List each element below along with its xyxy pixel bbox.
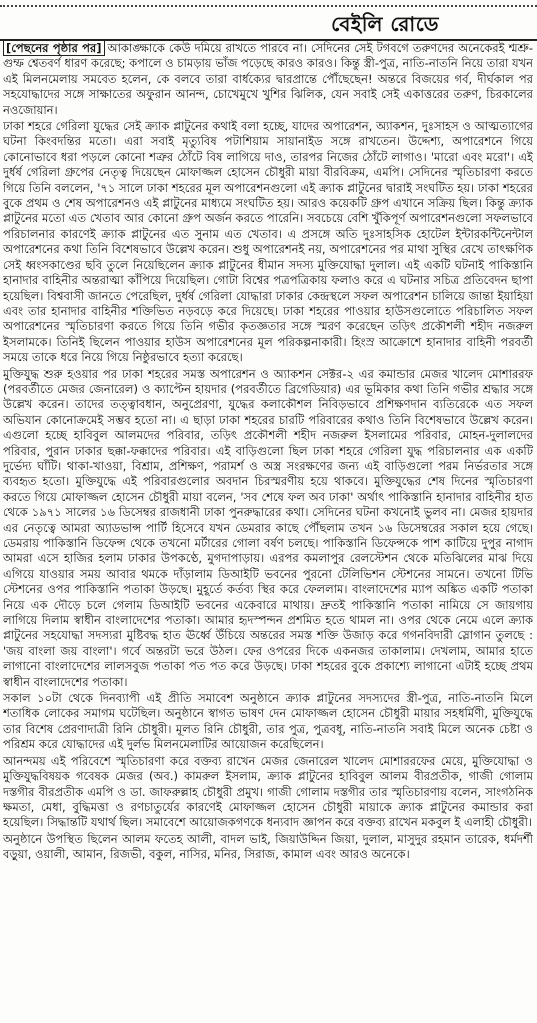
article-paragraph (3, 41, 533, 118)
headline: বেইলি রোডে (331, 12, 439, 36)
article-paragraph: অনুষ্ঠানে উপস্থিত ছিলেন আলম ফতেহ আলী, বাদল ভাই, জিয়াউদ্দিন জিয়া, দুলাল, মাসুদুর রহমান তারেক, ধর্মদর্শী বড়ুয়া, ওয়ালী, আমান, রিজভী, বকুল, নাসির, মনির, সিরাজ, কামাল এবং আরও অনেকে। (3, 831, 533, 862)
paragraph-text: আকাঙ্ক্ষাকে কেউ দমিয়ে রাখতে পারবে না। সেদিনের সেই টগবগে তরুণদের অনেকেরই শ্মশ্রু-গুম্ফ শ্বেতবর্ণ ধারণ করেছে; কপালে ও চামড়ায় ভাঁজ পড়েছে কারও কারও। কিন্তু স্ত্রী-পুত্র, নাতি-নাতনি নিয়ে তারা যখন এই মিলনমেলায় সমবেত হলেন, কে বলবে তারা বার্ধক্যের দ্বারপ্রান্তে পৌঁছেছেন! অন্তরে বিজয়ের গর্ব, দীর্ঘকাল পর সহযোদ্ধাদের সঙ্গে সাক্ষাতের অফুরান আনন্দ, চোখেমুখে খুশির ঝিলিক, যেন সবাই সেই একাত্তরের তরুণ, চিরকালের নওজোয়ান। (3, 41, 533, 117)
continued-from-kicker: [পেছনের পৃষ্ঠার পর] (3, 41, 105, 56)
article-paragraph: আনন্দময় এই পরিবেশে স্মৃতিচারণা করে বক্তব্য রাখেন মেজর জেনারেল খালেদ মোশাররফের মেয়ে, মুক্তিযোদ্ধা ও মুক্তিযুদ্ধবিষয়ক গবেষক মেজর (অব.) কামরুল ইসলাম, ক্র্যাক প্লাটুনের হাবিবুল আলম বীরপ্রতীক, গাজী গোলাম দস্তগীর বীরপ্রতীক এমপি ও ডা. জাফরুল্লাহ চৌধুরী প্রমুখ। গাজী গোলাম দস্তগীর তার স্মৃতিচারণায় বলেন, সাংগঠনিক ক্ষমতা, মেধা, বুদ্ধিমত্তা ও রণচাতুর্যের কারণেই মোফাজ্জল হোসেন চৌধুরী মায়াকে ক্র্যাক প্লাটুনের কমান্ডার করা হয়েছিল। সিদ্ধান্তটি যথার্থ ছিল। সমাবেশে আয়োজকগণকে ধন্যবাদ জ্ঞাপন করে বক্তব্য রাখেন মকবুল ই এলাহী চৌধুরী। (3, 753, 533, 830)
article-body (3, 41, 533, 1016)
article-paragraph: মুক্তিযুদ্ধ শুরু হওয়ার পর ঢাকা শহরের সমস্ত অপারেশন ও অ্যাকশন সেক্টর-২ এর কমান্ডার মেজর খালেদ মোশাররফ (পরবর্তীতে মেজর জেনারেল) ও ক্যাপ্টেন হায়দার (পরবর্তীতে ব্রিগেডিয়ার) এর ভূমিকার কথা তিনি গভীর শ্রদ্ধার সঙ্গে উল্লেখ করেন। তাদের তত্ত্বাবধান, অনুপ্রেরণা, যুদ্ধের কলাকৌশল নিবিড়ভাবে প্রশিক্ষণদান ব্যতিরেকে এত সফল অভিযান কোনোক্রমেই সম্ভব হতো না। এ ছাড়া ঢাকা শহরের চারটি পরিবারের কথাও তিনি বিশেষভাবে উল্লেখ করেন। এগুলো হচ্ছে হাবিবুল আলমদের পরিবার, তড়িৎ প্রকৌশলী শহীদ নজরুল ইসলামের পরিবার, মোহন-দুলালদের পরিবার, পুরান ঢাকার ছক্কা-ফক্কাদের পরিবার। এই বাড়িগুলো ছিল ঢাকা শহরে গেরিলা যুদ্ধ পরিচালনার এক একটি দুর্ভেদ্য ঘাঁটি। থাকা-খাওয়া, বিশ্রাম, প্রশিক্ষণ, পরামর্শ ও অস্ত্র সংরক্ষণের জন্য এই বাড়িগুলো পরম নির্ভরতার সঙ্গে ব্যবহৃত হতো। মুক্তিযুদ্ধে এই পরিবারগুলোর অবদান চিরস্মরণীয় হয়ে থাকবে। মুক্তিযুদ্ধের শেষ দিনের স্মৃতিচারণা করতে গিয়ে মোফাজ্জল হোসেন চৌধুরী মায়া বলেন, 'সব শেষে ফল অব ঢাকা' অর্থাৎ পাকিস্তানি হানাদার বাহিনীর হাত থেকে ১৯৭১ সালের ১৬ ডিসেম্বর রাজধানী ঢাকা পুনরুদ্ধারের কথা। সেদিনের ঘটনা কখনোই ভুলব না। মেজর হায়দার এর নেতৃত্বে আমরা অ্যাডভান্স পার্টি হিসেবে যখন ডেমরার কাছে পৌঁছলাম তখন ১৬ ডিসেম্বরের সকাল হয়ে গেছে। ডেমরায় পাকিস্তানি ডিফেন্স থেকে তখনো মর্টারের গোলা বর্ষণ চলছে। পাকিস্তানি ডিফেন্সকে পাশ কাটিয়ে দুপুর নাগাদ আমরা এসে হাজির হলাম ঢাকার উপকণ্ঠে, মুগদাপাড়ায়। এরপর কমলাপুর রেলস্টেশন থেকে মতিঝিলের মাঝ দিয়ে এগিয়ে যাওয়ার সময় আবার থমকে দাঁড়ালাম ডিআইটি ভবনের পুরনো টেলিভিশন স্টেশনের সামনে। তখনো টিভি স্টেশনের ওপর পাকিস্তানি পতাকা উড়ছে। মুহূর্তে কর্তব্য স্থির করে ফেললাম। বাংলাদেশের ম্যাপ অঙ্কিত একটি পতাকা নিয়ে এক দৌড়ে চলে গেলাম ডিআইটি ভবনের একেবারে মাথায়। দ্রুতই পাকিস্তানি পতাকা নামিয়ে সে জায়গায় লাগিয়ে দিলাম স্বাধীন বাংলাদেশের পতাকা। আমার হৃদস্পন্দন প্রশমিত হতে থামল না। ওপর থেকে নেমে এলে ক্র্যাক প্লাটুনের সহযোদ্ধা সদস্যরা মুষ্টিবদ্ধ হাত ঊর্ধ্বে উঁচিয়ে অন্তরের সমস্ত শক্তি উজাড় করে গগনবিদারী স্লোগান তুলছে : 'জয় বাংলা জয় বাংলা'। গর্বে অন্তরটা ভরে উঠল। ফের ওপরের দিকে একনজর তাকালাম। দেখলাম, আমার হাতে লাগানো বাংলাদেশের লালসবুজ পতাকা পত পত করে উড়ছে। ঢাকা শহরের বুকে প্রকাশ্যে লাগানো এটাই হচ্ছে প্রথম স্বাধীন বাংলাদেশের পতাকা। (3, 366, 533, 689)
headline-area (0, 10, 537, 38)
article-paragraph: ঢাকা শহরে গেরিলা যুদ্ধের সেই ক্র্যাক প্লাটুনের কথাই বলা হচ্ছে, যাদের অপারেশন, অ্যাকশন, দুঃসাহস ও আত্মত্যাগের ঘটনা কিংবদন্তির মতো। এরা সবাই মৃত্যুবিষ পটাশিয়াম সায়ানাইড সঙ্গে রাখতেন। উদ্দেশ্য, অপারেশনে গিয়ে কোনোভাবে ধরা পড়লে কোনো শত্রুর ঠোঁটে বিষ লাগিয়ে দাও, তারপর নিজের ঠোঁটে লাগাও। 'মারো এবং মরো'। এই দুর্ধর্ষ গেরিলা গ্রুপের নেতৃত্ব দিয়েছেন মোফাজ্জল হোসেন চৌধুরী মায়া বীরবিক্রম, এমপি। সেদিনের স্মৃতিচারণা করতে গিয়ে তিনি বললেন, '৭১ সালে ঢাকা শহরের মূল অপারেশনগুলো এই ক্র্যাক প্লাটুনের দ্বারাই সংঘটিত হয়। ঢাকা শহরের বুকে প্রথম ও শেষ অপারেশনও এই প্লাটুনের মাধ্যমে সংঘটিত হয়। আরও কয়েকটি গ্রুপ এখানে সক্রিয় ছিল। কিন্তু ক্র্যাক প্লাটুনের মতো এত খেতাব আর কোনো গ্রুপ অর্জন করতে পারেনি। সবচেয়ে বেশি খুঁকিপূর্ণ অপারেশনগুলো সফলভাবে পরিচালনার কারণেই ক্র্যাক প্লাটুনের এত সুনাম এত খেতাব। এ প্রসঙ্গে অতি দুঃসাহসিক হোটেল ইন্টারকন্টিনেন্টাল অপারেশনের কথা তিনি বিশেষভাবে উল্লেখ করেন। শুধু অপারেশনই নয়, অপারেশনের পর মাথা সুস্থির রেখে তাৎক্ষণিক সেই ধ্বংসকাণ্ডের ছবি তুলে নিয়েছিলেন ক্র্যাক প্লাটুনের ধীমান সদস্য মুক্তিযোদ্ধা দুলাল। এই একটি ঘটনাই পাকিস্তানি হানাদার বাহিনীর অন্তরাত্মা কাঁপিয়ে দিয়েছিল। গোটা বিশ্বের পত্রপত্রিকায় ফলাও করে এ ঘটনার সচিত্র প্রতিবেদন ছাপা হয়েছিল। বিশ্ববাসী জানতে পেরেছিল, দুর্ধর্ষ গেরিলা যোদ্ধারা ঢাকার কেন্দ্রস্থলে সফল অপারেশন চালিয়ে জান্তা ইয়াহিয়া এবং তার হানাদার বাহিনীর শক্তিভিত নড়বড়ে করে দিয়েছে। ঢাকা শহরের পাওয়ার হাউসগুলোতে পরিচালিত সফল অপারেশনের স্মৃতিচারণা করতে গিয়ে তিনি গভীর কৃতজ্ঞতার সঙ্গে স্মরণ করেছেন তড়িৎ প্রকৌশলী শহীদ নজরুল ইসলামকে। তিনিই ছিলেন পাওয়ার হাউস অপারেশনের মূল পরিকল্পনাকারী। হিংস্র আক্রোশে হানাদার বাহিনী পরবর্তী সময়ে তাকে ধরে নিয়ে গিয়ে নিষ্ঠুরভাবে হত্যা করেছে। (3, 119, 533, 365)
top-dotted-rule (0, 5, 537, 7)
article-paragraph: সকাল ১০টা থেকে দিনব্যাপী এই প্রীতি সমাবেশ অনুষ্ঠানে ক্র্যাক প্লাটুনের সদস্যদের স্ত্রী-পুত্র, নাতি-নাতনি মিলে শতাধিক লোকের সমাগম ঘটেছিল। অনুষ্ঠানে স্বাগত ভাষণ দেন মোফাজ্জল হোসেন চৌধুরী মায়ার সহধর্মিণী, মুক্তিযুদ্ধে তার বিশেষ প্রেরণাদাত্রী রিনি চৌধুরী। মূলত রিনি চৌধুরী, তার পুত্র, পুত্রবধূ, নাতি-নাতনি সবাই মিলে অনেক চেষ্টা ও পরিশ্রম করে যোদ্ধাদের এই দুর্লভ মিলনমেলাটির আয়োজন করেছিলেন। (3, 691, 533, 752)
